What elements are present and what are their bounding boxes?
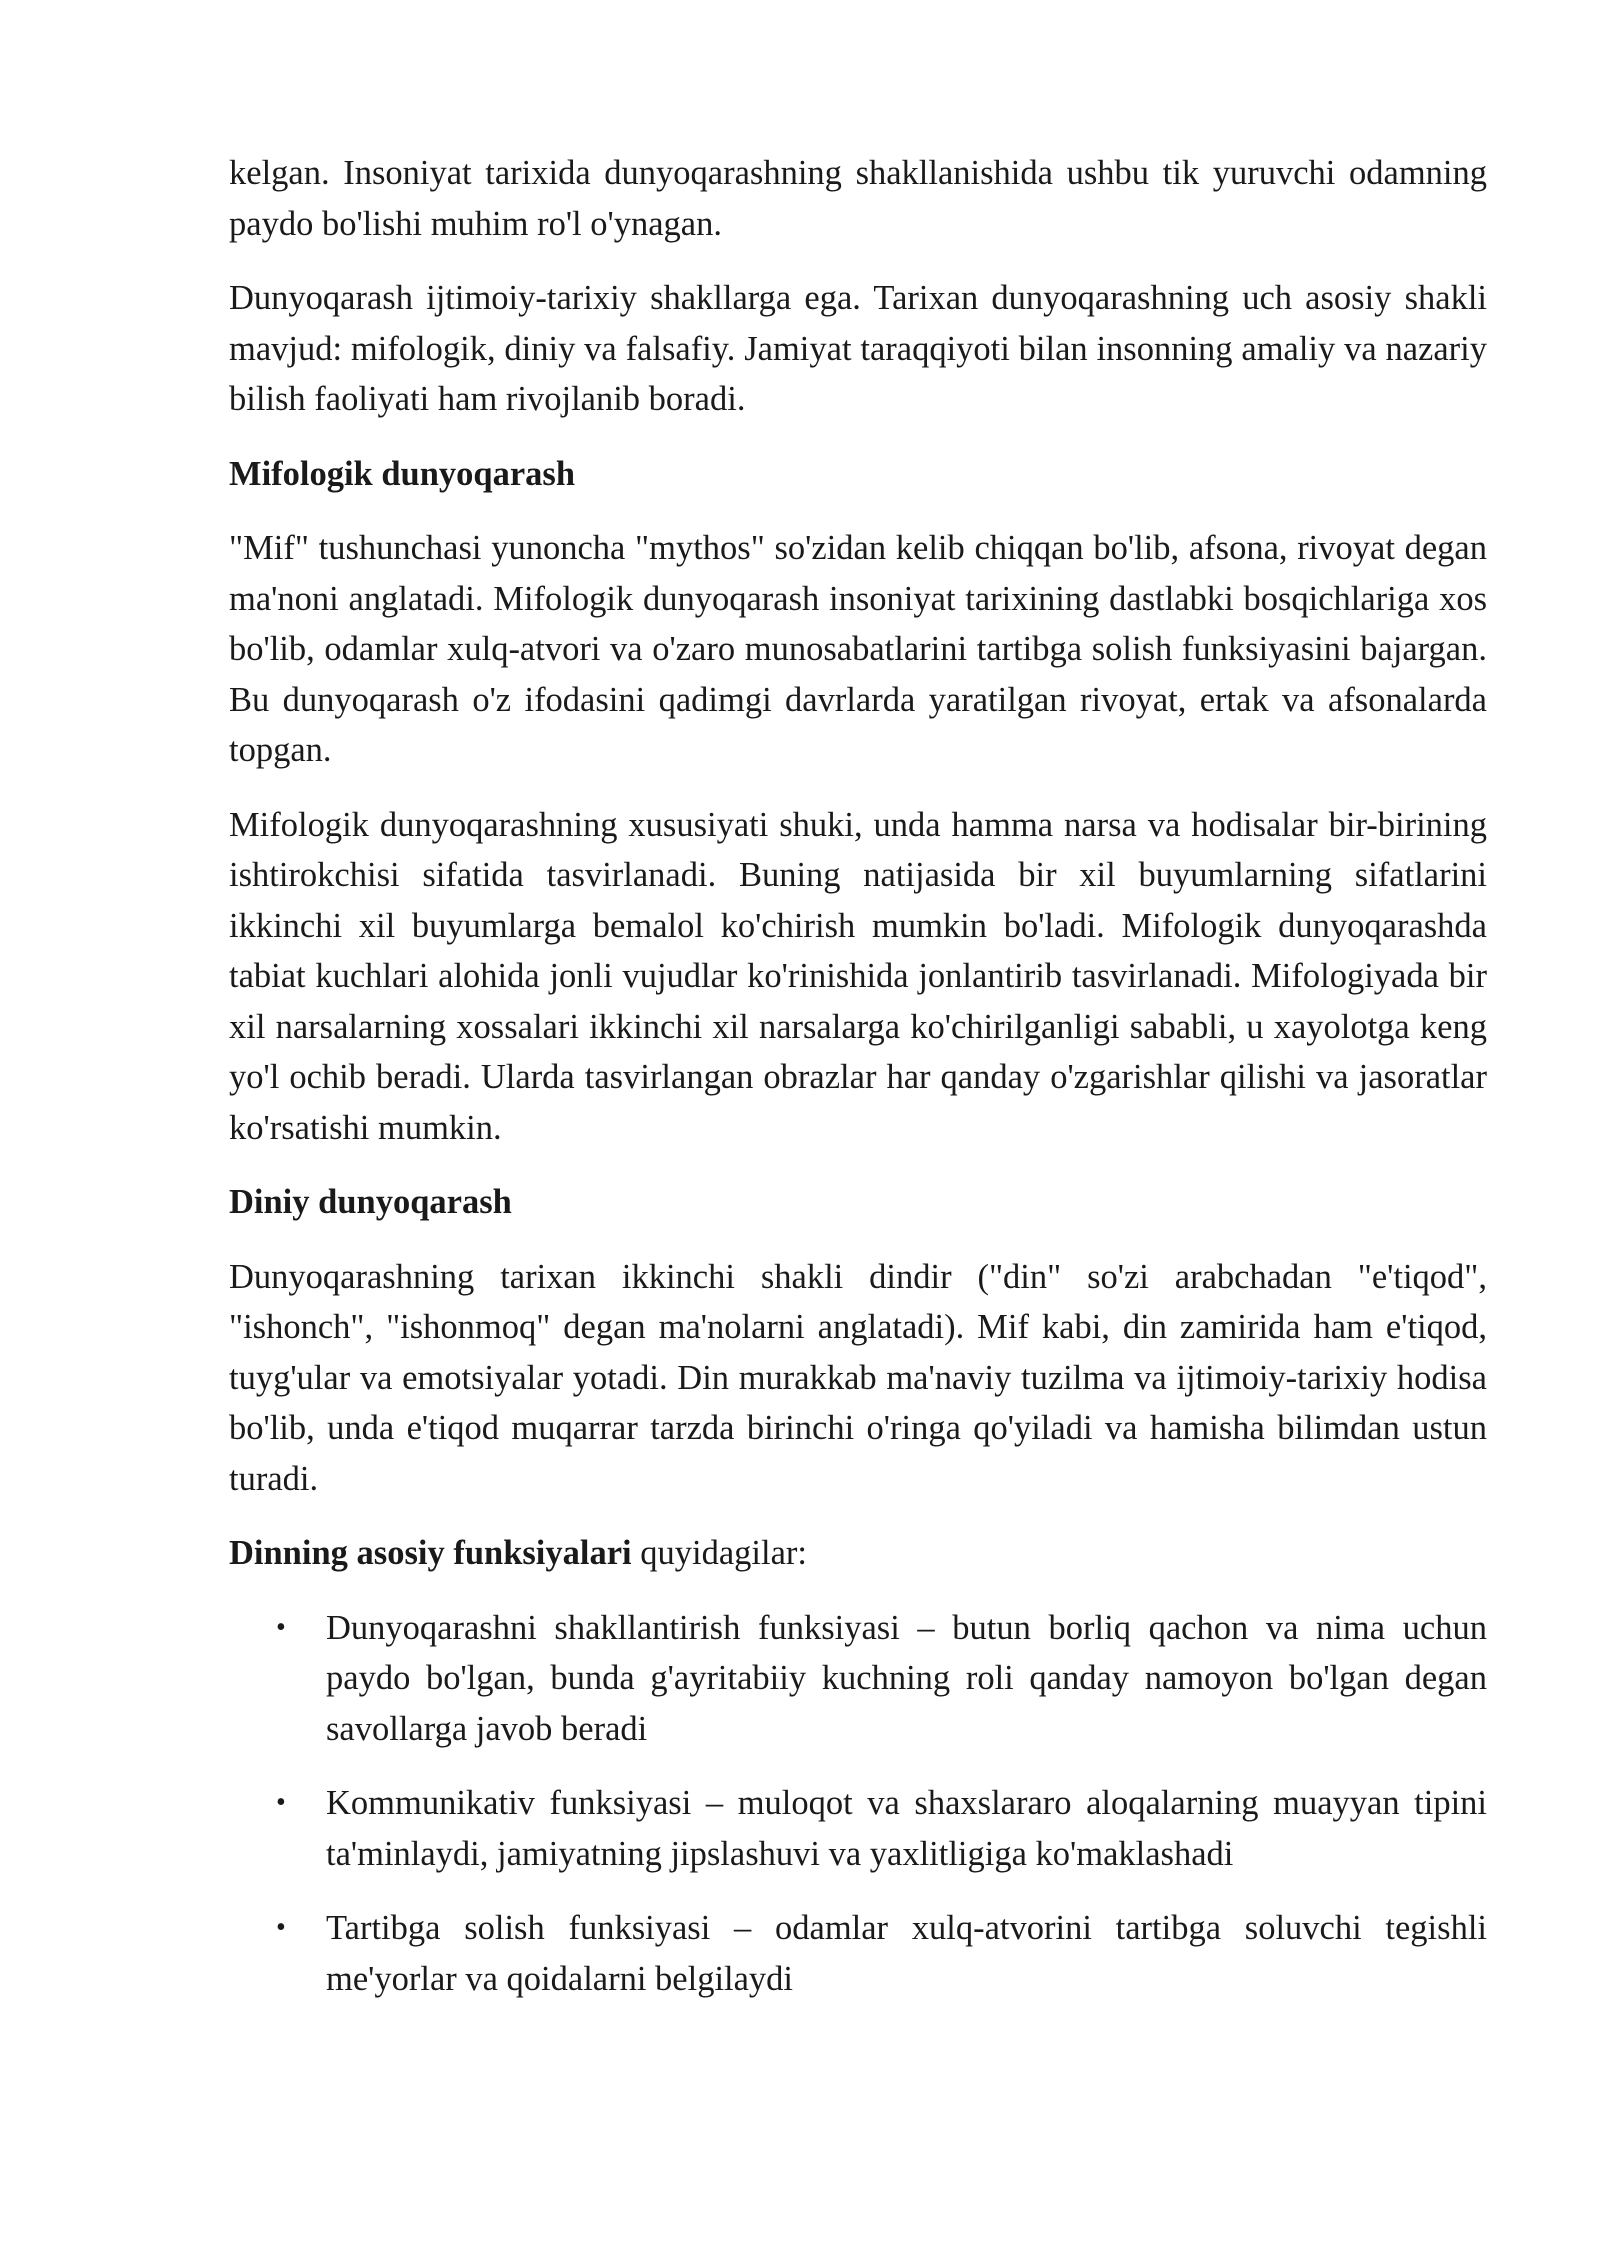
bullet-icon: • bbox=[276, 1787, 286, 1818]
functions-lead-rest: quyidagilar: bbox=[631, 1534, 807, 1572]
paragraph-mif-2: Mifologik dunyoqarashning xususiyati shuki, unda hamma narsa va hodisalar bir-birining ishtirokchisi sifatida tasvirlanadi. Buning natijasida bir xil buyumlarning sifatlarini ikkinchi xil buyumlarga bemalol ko'chirish mumkin bo'ladi. Mifologik dunyoqarashda tabiat kuchlari alohida jonli vujudlar ko'rinishida jonlantirib tasvirlanadi. Mifologiyada bir xil narsalarning xossalari ikkinchi xil narsalarga ko'chirilganligi sababli, u xayolotga keng yo'l ochib beradi. Ularda tasvirlangan obrazlar har qanday o'zgarishlar qilishi va jasoratlar ko'rsatishi mumkin. bbox=[229, 805, 1487, 1147]
functions-list bbox=[229, 1603, 1487, 2005]
list-item-text: Kommunikativ funksiyasi – muloqot va shaxslararo aloqalarning muayyan tipini ta'minlaydi, jamiyatning jipslashuvi va yaxlitligiga ko'maklashadi bbox=[326, 1784, 1487, 1873]
list-item-function-2 bbox=[229, 1778, 1487, 1879]
heading-mifologik: Mifologik dunyoqarash bbox=[229, 454, 576, 493]
document-page bbox=[229, 148, 1487, 2028]
paragraph-diniy: Dunyoqarashning tarixan ikkinchi shakli dindir ("din" so'zi arabchadan "e'tiqod", "ishonch", "ishonmoq" degan ma'nolarni anglatadi). Mif kabi, din zamirida ham e'tiqod, tuyg'ular va emotsiyalar yotadi. Din murakkab ma'naviy tuzilma va ijtimoiy-tarixiy hodisa bo'lib, unda e'tiqod muqarrar tarzda birinchi o'ringa qo'yiladi va hamisha bilimdan ustun turadi. bbox=[229, 1257, 1487, 1498]
list-item-function-1 bbox=[229, 1603, 1487, 1755]
paragraph-intro-2: Dunyoqarash ijtimoiy-tarixiy shakllarga ega. Tarixan dunyoqarashning uch asosiy shakli mavjud: mifologik, diniy va falsafiy. Jamiyat taraqqiyoti bilan insonning amaliy va nazariy bilish faoliyati ham rivojlanib boradi. bbox=[229, 279, 1487, 418]
list-item-function-3 bbox=[229, 1903, 1487, 2004]
paragraph-mif-1: "Mif" tushunchasi yunoncha "mythos" so'zidan kelib chiqqan bo'lib, afsona, rivoyat degan ma'noni anglatadi. Mifologik dunyoqarash insoniyat tarixining dastlabki bosqichlariga xos bo'lib, odamlar xulq-atvori va o'zaro munosabatlarini tartibga solish funksiyasini bajargan. Bu dunyoqarash o'z ifodasini qadimgi davrlarda yaratilgan rivoyat, ertak va afsonalarda topgan. bbox=[229, 529, 1487, 769]
functions-lead-bold: Dinning asosiy funksiyalari bbox=[229, 1534, 632, 1572]
list-item-text: Tartibga solish funksiyasi – odamlar xulq-atvorini tartibga soluvchi tegishli me'yorlar va qoidalarni belgilaydi bbox=[326, 1909, 1487, 1998]
bullet-icon: • bbox=[276, 1611, 286, 1643]
list-item-text: Dunyoqarashni shakllantirish funksiyasi – butun borliq qachon va nima uchun paydo bo'lgan, bunda g'ayritabiiy kuchning roli qanday namoyon bo'lgan degan savollarga javob beradi bbox=[326, 1608, 1487, 1748]
paragraph-intro-1: kelgan. Insoniyat tarixida dunyoqarashning shakllanishida ushbu tik yuruvchi odamning paydo bo'lishi muhim ro'l o'ynagan. bbox=[229, 154, 1487, 243]
heading-diniy: Diniy dunyoqarash bbox=[229, 1183, 512, 1221]
functions-lead bbox=[229, 1528, 1487, 1579]
bullet-icon: • bbox=[276, 1912, 286, 1943]
